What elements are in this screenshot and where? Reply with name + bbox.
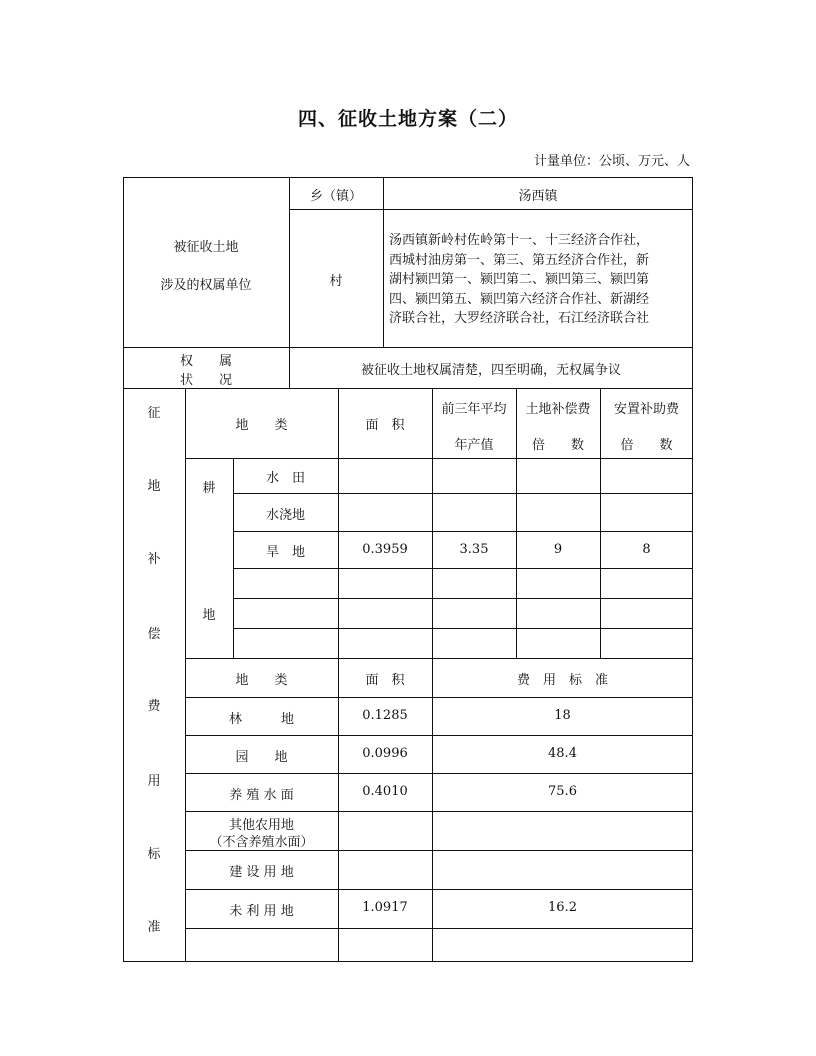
header-land-type: 地 类 (235, 418, 288, 433)
other-row-standard: 48.4 (548, 746, 577, 761)
cultivated-row-type: 水浇地 (265, 508, 305, 523)
other-header-area: 面 积 (365, 673, 405, 688)
cultivated-row-type: 水 田 (265, 471, 305, 486)
township-label: 乡（镇） (309, 189, 362, 204)
divider (233, 568, 693, 569)
divider (185, 773, 693, 774)
ownership-unit-line: 汤西镇新岭村佐岭第十一、十三经济合作社， (389, 233, 650, 248)
side-label-char: 准 (147, 920, 161, 935)
header-resettle-line1: 安置补助费 (613, 402, 679, 417)
other-row-area: 1.0917 (362, 900, 408, 915)
divider (185, 735, 693, 736)
header-avg-output-line2: 年产值 (454, 438, 494, 453)
ownership-status-value: 被征收土地权属清楚，四至明确，无权属争议 (360, 363, 621, 378)
other-row-standard: 18 (554, 708, 571, 723)
divider (185, 458, 693, 459)
ownership-status-label-line2: 状 况 (179, 373, 232, 388)
cultivated-row-type: 旱 地 (265, 545, 305, 560)
other-row-type: 未 利 用 地 (229, 904, 294, 919)
other-row-type: 园 地 (235, 750, 288, 765)
divider (185, 697, 693, 698)
divider (185, 658, 693, 659)
ownership-unit-line: 湖村颍凹第一、颍凹第二、颍凹第三、颍凹第 (389, 272, 650, 287)
cultivated-row-comp: 9 (553, 542, 563, 557)
divider (185, 850, 693, 851)
cultivated-row-avg: 3.35 (459, 542, 489, 557)
header-avg-output-line1: 前三年平均 (441, 402, 507, 417)
header-area: 面 积 (365, 418, 405, 433)
cultivated-group-char: 耕 (202, 481, 216, 496)
ownership-unit-line: 西城村油房第一、第三、第五经济合作社，新 (389, 252, 650, 268)
divider (233, 598, 693, 599)
divider (233, 531, 693, 532)
divider (185, 811, 693, 812)
divider (123, 347, 693, 348)
divider (233, 493, 693, 494)
side-label-char: 费 (147, 699, 161, 714)
ownership-unit-line: 四、颍凹第五、颍凹第六经济合作社、新湖经 (389, 291, 650, 307)
ownership-status-label-line1: 权 属 (179, 354, 232, 369)
cultivated-group-char: 地 (202, 608, 216, 623)
other-row-type: 其他农用地 (228, 818, 294, 833)
divider (123, 388, 693, 389)
divider (289, 209, 693, 210)
header-land-comp-line1: 土地补偿费 (525, 402, 591, 417)
side-label-char: 偿 (147, 627, 161, 642)
other-row-standard: 16.2 (548, 900, 577, 915)
ownership-units-label-line1: 被征收土地 (173, 240, 239, 255)
other-row-area: 0.4010 (362, 784, 408, 799)
village-label: 村 (329, 274, 343, 289)
other-row-type: 建 设 用 地 (229, 865, 294, 880)
side-label-char: 补 (147, 552, 161, 567)
divider (233, 628, 693, 629)
other-header-land-type: 地 类 (235, 673, 288, 688)
township-value: 汤西镇 (518, 189, 558, 204)
side-label-char: 标 (147, 847, 161, 862)
other-row-type: 林 地 (228, 712, 294, 727)
page-title: 四、征收土地方案（二） (297, 108, 518, 130)
divider (600, 388, 601, 658)
other-row-area: 0.0996 (362, 746, 408, 761)
side-label-char: 地 (147, 479, 161, 494)
cultivated-row-area: 0.3959 (362, 542, 408, 557)
other-row-type-line2: （不含养殖水面） (209, 835, 314, 850)
other-header-standard: 费 用 标 准 (516, 673, 608, 688)
header-resettle-line2: 倍 数 (620, 438, 673, 453)
other-row-type: 养 殖 水 面 (229, 788, 294, 803)
ownership-units-text (389, 231, 691, 329)
divider (516, 388, 517, 658)
side-label-char: 征 (147, 406, 161, 421)
ownership-units-label-line2: 涉及的权属单位 (160, 278, 252, 293)
side-label-char: 用 (147, 774, 161, 789)
unit-note: 计量单位：公顷、万元、人 (533, 154, 690, 169)
cultivated-row-resettle: 8 (642, 542, 651, 557)
other-row-area: 0.1285 (362, 708, 408, 723)
other-row-standard: 75.6 (548, 784, 577, 799)
ownership-unit-line: 济联合社，大罗经济联合社，石江经济联合社 (389, 311, 650, 326)
divider (185, 889, 693, 890)
divider (185, 928, 693, 929)
header-land-comp-line2: 倍 数 (531, 438, 584, 453)
